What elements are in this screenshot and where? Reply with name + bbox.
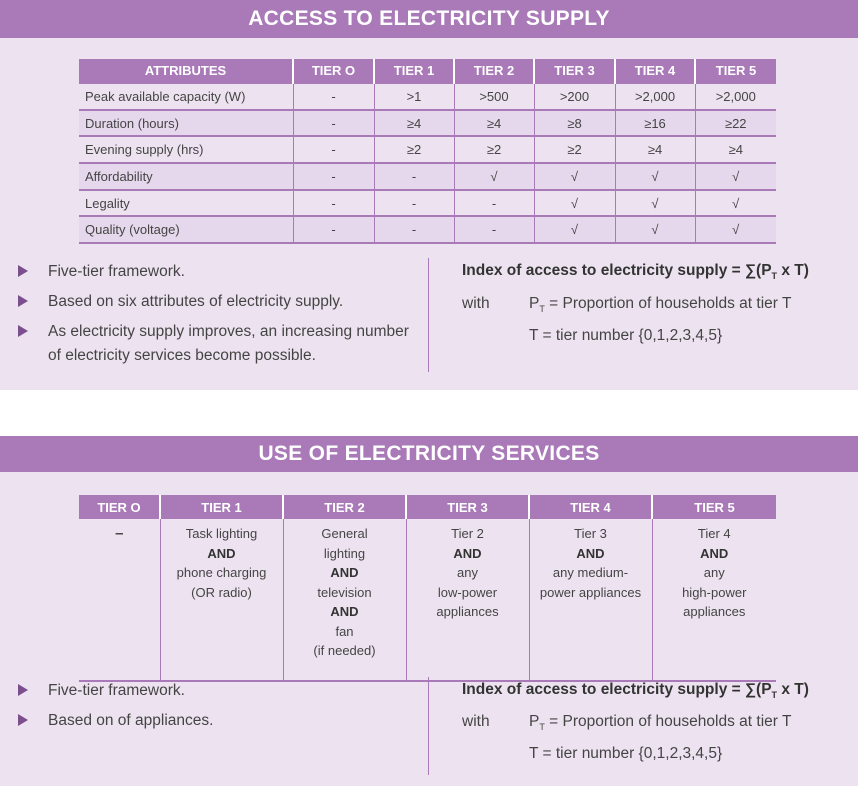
tier0-cell: –: [79, 519, 160, 681]
cell-line: AND: [576, 545, 605, 561]
table-cell: >2,000: [695, 83, 776, 110]
table-cell: >1: [374, 83, 454, 110]
pt-subscript: T: [539, 722, 545, 733]
cell-line: appliances: [436, 604, 499, 619]
supply-attributes-table: [79, 59, 776, 244]
cell-line: (if needed): [313, 643, 376, 658]
formula-rhs: x T): [777, 681, 809, 698]
table-header-row: [79, 59, 776, 83]
cell-line: any: [703, 565, 725, 580]
cell-line: Task lighting: [185, 526, 258, 541]
column-header: TIER O: [79, 495, 160, 519]
table-cell: -: [293, 136, 374, 163]
cell-line: (OR radio): [191, 584, 252, 600]
cell-line: high-power: [682, 584, 747, 600]
cell-line: low-power: [437, 584, 498, 600]
table-row: [79, 216, 776, 243]
table-cell: √: [695, 216, 776, 243]
triangle-bullet-icon: [18, 684, 28, 696]
table-row: [79, 163, 776, 190]
t-definition: T = tier number {0,1,2,3,4,5}: [529, 327, 723, 344]
column-header: ATTRIBUTES: [79, 59, 293, 83]
cell-line: Tier 4: [697, 526, 731, 541]
cell-line: AND: [330, 565, 359, 580]
t-definition: T = tier number {0,1,2,3,4,5}: [529, 745, 723, 762]
table-cell: ≥4: [454, 110, 534, 137]
table-cell: Evening supply (hrs): [79, 136, 293, 163]
column-header: TIER 5: [652, 495, 776, 519]
access-supply-panel: [0, 0, 858, 390]
column-header: TIER O: [293, 59, 374, 83]
divider: [428, 677, 429, 775]
triangle-bullet-icon: [18, 714, 28, 726]
cell-line: any medium-: [552, 565, 629, 580]
table-cell: -: [293, 190, 374, 217]
list-item: [18, 290, 418, 314]
formula-lhs: Index of access to electricity supply = ∑(P: [462, 262, 772, 279]
table-cell: ≥16: [615, 110, 695, 137]
column-header: TIER 5: [695, 59, 776, 83]
column-header: TIER 1: [160, 495, 283, 519]
table-cell: -: [454, 190, 534, 217]
tier5-cell: [652, 519, 776, 681]
column-header: TIER 3: [534, 59, 615, 83]
table-cell: √: [615, 163, 695, 190]
formula-main: [462, 681, 809, 700]
triangle-bullet-icon: [18, 295, 28, 307]
section-title: USE OF ELECTRICITY SERVICES: [258, 442, 600, 465]
table-cell: -: [374, 190, 454, 217]
pt-text: = Proportion of households at tier T: [544, 295, 792, 312]
bullet-text: As electricity supply improves, an increasing number of electricity services become possible.: [48, 323, 409, 364]
table-cell: √: [695, 190, 776, 217]
tier2-cell: [283, 519, 406, 681]
table-cell: ≥4: [615, 136, 695, 163]
pt-symbol: P: [529, 713, 540, 730]
cell-line: Tier 2: [451, 526, 484, 541]
table-cell: -: [293, 83, 374, 110]
table-cell: Peak available capacity (W): [79, 83, 293, 110]
cell-line: AND: [453, 545, 482, 561]
formula-subscript: T: [771, 690, 778, 701]
pt-symbol: P: [529, 295, 540, 312]
section-title: ACCESS TO ELECTRICITY SUPPLY: [248, 7, 610, 30]
column-header: TIER 4: [615, 59, 695, 83]
services-tier-table: [79, 495, 776, 682]
table-cell: Duration (hours): [79, 110, 293, 137]
bullet-text: Five-tier framework.: [48, 263, 185, 280]
table-cell: -: [293, 216, 374, 243]
pt-definition: [529, 295, 791, 314]
cell-line: lighting: [323, 545, 366, 561]
list-item: [18, 320, 418, 367]
table-cell: -: [454, 216, 534, 243]
formula-main: [462, 262, 809, 281]
divider: [428, 258, 429, 372]
pt-definition: [529, 713, 791, 732]
triangle-bullet-icon: [18, 265, 28, 277]
column-header: TIER 2: [454, 59, 534, 83]
table-cell: >500: [454, 83, 534, 110]
cell-line: General: [321, 526, 368, 541]
column-header: TIER 2: [283, 495, 406, 519]
table-cell: ≥2: [374, 136, 454, 163]
table-row: [79, 519, 776, 681]
table-cell: Quality (voltage): [79, 216, 293, 243]
list-item: [18, 260, 418, 284]
bullet-list: [18, 260, 418, 374]
table-cell: √: [534, 216, 615, 243]
table-cell: √: [695, 163, 776, 190]
pt-text: = Proportion of households at tier T: [544, 713, 792, 730]
tier1-cell: [160, 519, 283, 681]
with-label: with: [462, 713, 490, 730]
table-cell: ≥4: [695, 136, 776, 163]
table-cell: >2,000: [615, 83, 695, 110]
formula-lhs: Index of access to electricity supply = ∑(P: [462, 681, 772, 698]
table-cell: -: [293, 110, 374, 137]
table-cell: -: [374, 163, 454, 190]
tier3-cell: [406, 519, 529, 681]
column-header: TIER 4: [529, 495, 652, 519]
table-cell: ≥4: [374, 110, 454, 137]
column-header: TIER 3: [406, 495, 529, 519]
formula-subscript: T: [771, 271, 778, 282]
table-cell: √: [454, 163, 534, 190]
table-cell: Affordability: [79, 163, 293, 190]
table-row: [79, 110, 776, 137]
table-cell: √: [615, 216, 695, 243]
cell-line: television: [317, 584, 372, 600]
table-row: [79, 83, 776, 110]
section-banner: [0, 0, 858, 38]
table-cell: √: [615, 190, 695, 217]
cell-line: AND: [207, 545, 236, 561]
table-cell: ≥2: [534, 136, 615, 163]
table-cell: ≥22: [695, 110, 776, 137]
table-cell: √: [534, 190, 615, 217]
table-cell: -: [293, 163, 374, 190]
table-cell: √: [534, 163, 615, 190]
table-cell: -: [374, 216, 454, 243]
cell-line: any: [457, 565, 478, 580]
table-cell: Legality: [79, 190, 293, 217]
cell-line: appliances: [683, 604, 746, 619]
section-banner: [0, 436, 858, 472]
list-item: [18, 709, 418, 733]
table-cell: ≥8: [534, 110, 615, 137]
pt-subscript: T: [539, 304, 545, 315]
table-header-row: [79, 495, 776, 519]
formula-rhs: x T): [777, 262, 809, 279]
cell-line: fan: [335, 623, 354, 639]
table-cell: >200: [534, 83, 615, 110]
bullet-text: Based on of appliances.: [48, 712, 214, 729]
column-header: TIER 1: [374, 59, 454, 83]
table-row: [79, 136, 776, 163]
with-label: with: [462, 295, 490, 312]
cell-line: AND: [700, 545, 729, 561]
tier4-cell: [529, 519, 652, 681]
bullet-text: Based on six attributes of electricity supply.: [48, 293, 344, 310]
cell-line: phone charging: [176, 565, 267, 580]
cell-line: AND: [330, 604, 359, 619]
cell-line: power appliances: [539, 584, 642, 600]
bullet-text: Five-tier framework.: [48, 682, 185, 699]
triangle-bullet-icon: [18, 325, 28, 337]
cell-line: Tier 3: [574, 526, 607, 541]
table-row: [79, 190, 776, 217]
bullet-list: [18, 679, 418, 739]
list-item: [18, 679, 418, 703]
table-cell: ≥2: [454, 136, 534, 163]
